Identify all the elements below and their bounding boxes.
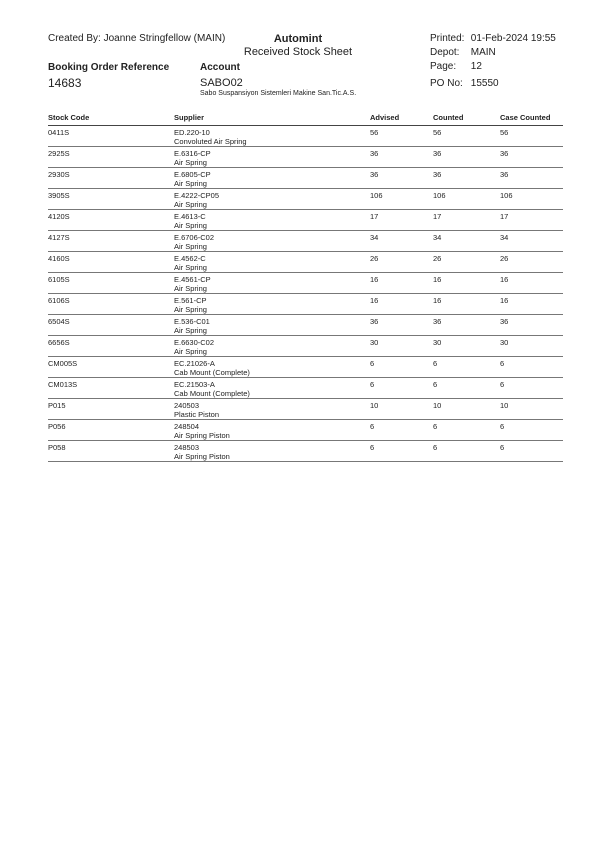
supplier-code: EC.21026-A [174, 359, 215, 368]
supplier-description: Air Spring Piston [174, 452, 230, 461]
table-row [48, 210, 563, 231]
supplier-code: EC.21503-A [174, 380, 215, 389]
account-name: Sabo Suspansiyon Sistemleri Makine San.Tic.A.S. [200, 90, 357, 97]
counted-cell: 6 [433, 380, 438, 389]
counted-cell: 36 [433, 317, 442, 326]
supplier-cell [174, 380, 370, 398]
stock-code-cell: CM013S [48, 380, 78, 389]
stock-code-cell: P056 [48, 422, 66, 431]
table-body [48, 126, 563, 462]
case-counted-cell: 56 [500, 128, 509, 137]
case-counted-cell: 6 [500, 380, 505, 389]
supplier-code: E.4562-C [174, 254, 206, 263]
counted-cell: 16 [433, 296, 442, 305]
case-counted-cell: 36 [500, 317, 509, 326]
advised-cell: 17 [370, 212, 379, 221]
printed-label: Printed: [430, 33, 465, 44]
col-advised: Advised [370, 113, 400, 122]
table-row [48, 273, 563, 294]
counted-cell: 34 [433, 233, 442, 242]
counted-cell: 16 [433, 275, 442, 284]
page-value: 12 [470, 61, 482, 72]
case-counted-cell: 30 [500, 338, 509, 347]
supplier-code: E.4613-C [174, 212, 206, 221]
supplier-code: ED.220-10 [174, 128, 210, 137]
counted-cell: 17 [433, 212, 442, 221]
supplier-description: Air Spring [174, 347, 207, 356]
counted-cell: 106 [433, 191, 446, 200]
supplier-description: Air Spring [174, 200, 207, 209]
supplier-cell [174, 149, 370, 167]
booking-value: 14683 [48, 76, 82, 90]
case-counted-cell: 6 [500, 422, 505, 431]
counted-cell: 26 [433, 254, 442, 263]
stock-code-cell: 4120S [48, 212, 70, 221]
table-row [48, 252, 563, 273]
col-counted: Counted [433, 113, 464, 122]
case-counted-cell: 26 [500, 254, 509, 263]
supplier-cell [174, 275, 370, 293]
advised-cell: 36 [370, 317, 379, 326]
report-subtitle: Received Stock Sheet [243, 46, 353, 58]
stock-code-cell: 6504S [48, 317, 70, 326]
document-header [0, 0, 595, 110]
supplier-description: Air Spring [174, 284, 207, 293]
table-row [48, 147, 563, 168]
advised-cell: 16 [370, 275, 379, 284]
supplier-description: Air Spring [174, 221, 207, 230]
printed [430, 33, 556, 44]
table-row [48, 357, 563, 378]
supplier-cell [174, 338, 370, 356]
advised-cell: 6 [370, 443, 375, 452]
supplier-code: E.6805-CP [174, 170, 211, 179]
case-counted-cell: 10 [500, 401, 509, 410]
case-counted-cell: 106 [500, 191, 513, 200]
supplier-cell [174, 254, 370, 272]
supplier-description: Air Spring [174, 263, 207, 272]
case-counted-cell: 6 [500, 359, 505, 368]
advised-cell: 106 [370, 191, 383, 200]
supplier-cell [174, 170, 370, 188]
stock-code-cell: 6105S [48, 275, 70, 284]
supplier-cell [174, 191, 370, 209]
supplier-description: Air Spring [174, 326, 207, 335]
advised-cell: 26 [370, 254, 379, 263]
supplier-code: E.4561-CP [174, 275, 211, 284]
stock-code-cell: 3905S [48, 191, 70, 200]
supplier-code: E.561-CP [174, 296, 207, 305]
counted-cell: 6 [433, 443, 438, 452]
supplier-description: Plastic Piston [174, 410, 220, 419]
counted-cell: 6 [433, 422, 438, 431]
table-row [48, 231, 563, 252]
stock-code-cell: 2925S [48, 149, 70, 158]
col-supplier: Supplier [174, 113, 205, 122]
supplier-code: E.4222-CP05 [174, 191, 220, 200]
stock-code-cell: 2930S [48, 170, 70, 179]
created-by-value: Joanne Stringfellow (MAIN) [103, 33, 226, 44]
counted-cell: 10 [433, 401, 442, 410]
table-row [48, 189, 563, 210]
stock-code-cell: P015 [48, 401, 66, 410]
table-row [48, 126, 563, 147]
case-counted-cell: 34 [500, 233, 509, 242]
table-row [48, 294, 563, 315]
advised-cell: 34 [370, 233, 379, 242]
counted-cell: 6 [433, 359, 438, 368]
supplier-code: 248503 [174, 443, 200, 452]
supplier-description: Air Spring [174, 179, 207, 188]
advised-cell: 56 [370, 128, 379, 137]
created-by-label: Created By: [48, 33, 101, 44]
advised-cell: 6 [370, 359, 375, 368]
counted-cell: 36 [433, 149, 442, 158]
supplier-cell [174, 401, 370, 419]
table-header [48, 113, 563, 126]
stock-code-cell: 4127S [48, 233, 70, 242]
advised-cell: 16 [370, 296, 379, 305]
table-row [48, 336, 563, 357]
supplier-cell [174, 422, 370, 440]
created-by [48, 33, 225, 44]
supplier-cell [174, 317, 370, 335]
supplier-code: E.536-C01 [174, 317, 210, 326]
case-counted-cell: 36 [500, 170, 509, 179]
depot [430, 47, 496, 58]
depot-value: MAIN [470, 47, 496, 58]
case-counted-cell: 6 [500, 443, 505, 452]
po-number [430, 78, 499, 89]
supplier-description: Cab Mount (Complete) [174, 389, 250, 398]
counted-cell: 56 [433, 128, 442, 137]
case-counted-cell: 16 [500, 275, 509, 284]
po-label: PO No: [430, 78, 463, 89]
counted-cell: 30 [433, 338, 442, 347]
supplier-cell [174, 296, 370, 314]
stock-code-cell: CM005S [48, 359, 78, 368]
case-counted-cell: 16 [500, 296, 509, 305]
page-label: Page: [430, 61, 457, 72]
table-row [48, 441, 563, 462]
supplier-code: E.6316-CP [174, 149, 211, 158]
stock-table [48, 113, 563, 462]
supplier-code: 240503 [174, 401, 200, 410]
stock-code-cell: 0411S [48, 128, 70, 137]
supplier-cell [174, 128, 370, 146]
advised-cell: 36 [370, 170, 379, 179]
supplier-description: Cab Mount (Complete) [174, 368, 250, 377]
table-row [48, 378, 563, 399]
supplier-description: Air Spring [174, 158, 207, 167]
table-row [48, 315, 563, 336]
supplier-cell [174, 212, 370, 230]
stock-code-cell: 4160S [48, 254, 70, 263]
stock-code-cell: P058 [48, 443, 66, 452]
supplier-cell [174, 233, 370, 251]
booking-label: Booking Order Reference [48, 62, 170, 73]
advised-cell: 6 [370, 380, 375, 389]
table-row [48, 420, 563, 441]
case-counted-cell: 17 [500, 212, 509, 221]
supplier-description: Air Spring Piston [174, 431, 230, 440]
account-value: SABO02 [200, 77, 243, 89]
report-title: Automint [273, 33, 323, 45]
col-case-counted: Case Counted [500, 113, 551, 122]
supplier-cell [174, 359, 370, 377]
col-stock-code: Stock Code [48, 113, 90, 122]
supplier-code: 248504 [174, 422, 200, 431]
supplier-description: Air Spring [174, 242, 207, 251]
advised-cell: 10 [370, 401, 379, 410]
advised-cell: 30 [370, 338, 379, 347]
po-value: 15550 [470, 78, 499, 89]
depot-label: Depot: [430, 47, 460, 58]
supplier-cell [174, 443, 370, 461]
printed-value: 01-Feb-2024 19:55 [470, 33, 556, 44]
supplier-description: Air Spring [174, 305, 207, 314]
case-counted-cell: 36 [500, 149, 509, 158]
stock-code-cell: 6656S [48, 338, 70, 347]
counted-cell: 36 [433, 170, 442, 179]
account-label: Account [200, 62, 240, 73]
supplier-description: Convoluted Air Spring [174, 137, 247, 146]
advised-cell: 36 [370, 149, 379, 158]
table-row [48, 168, 563, 189]
table-row [48, 399, 563, 420]
page-number [430, 61, 482, 72]
supplier-code: E.6706-C02 [174, 233, 215, 242]
advised-cell: 6 [370, 422, 375, 431]
supplier-code: E.6630-C02 [174, 338, 215, 347]
stock-code-cell: 6106S [48, 296, 70, 305]
